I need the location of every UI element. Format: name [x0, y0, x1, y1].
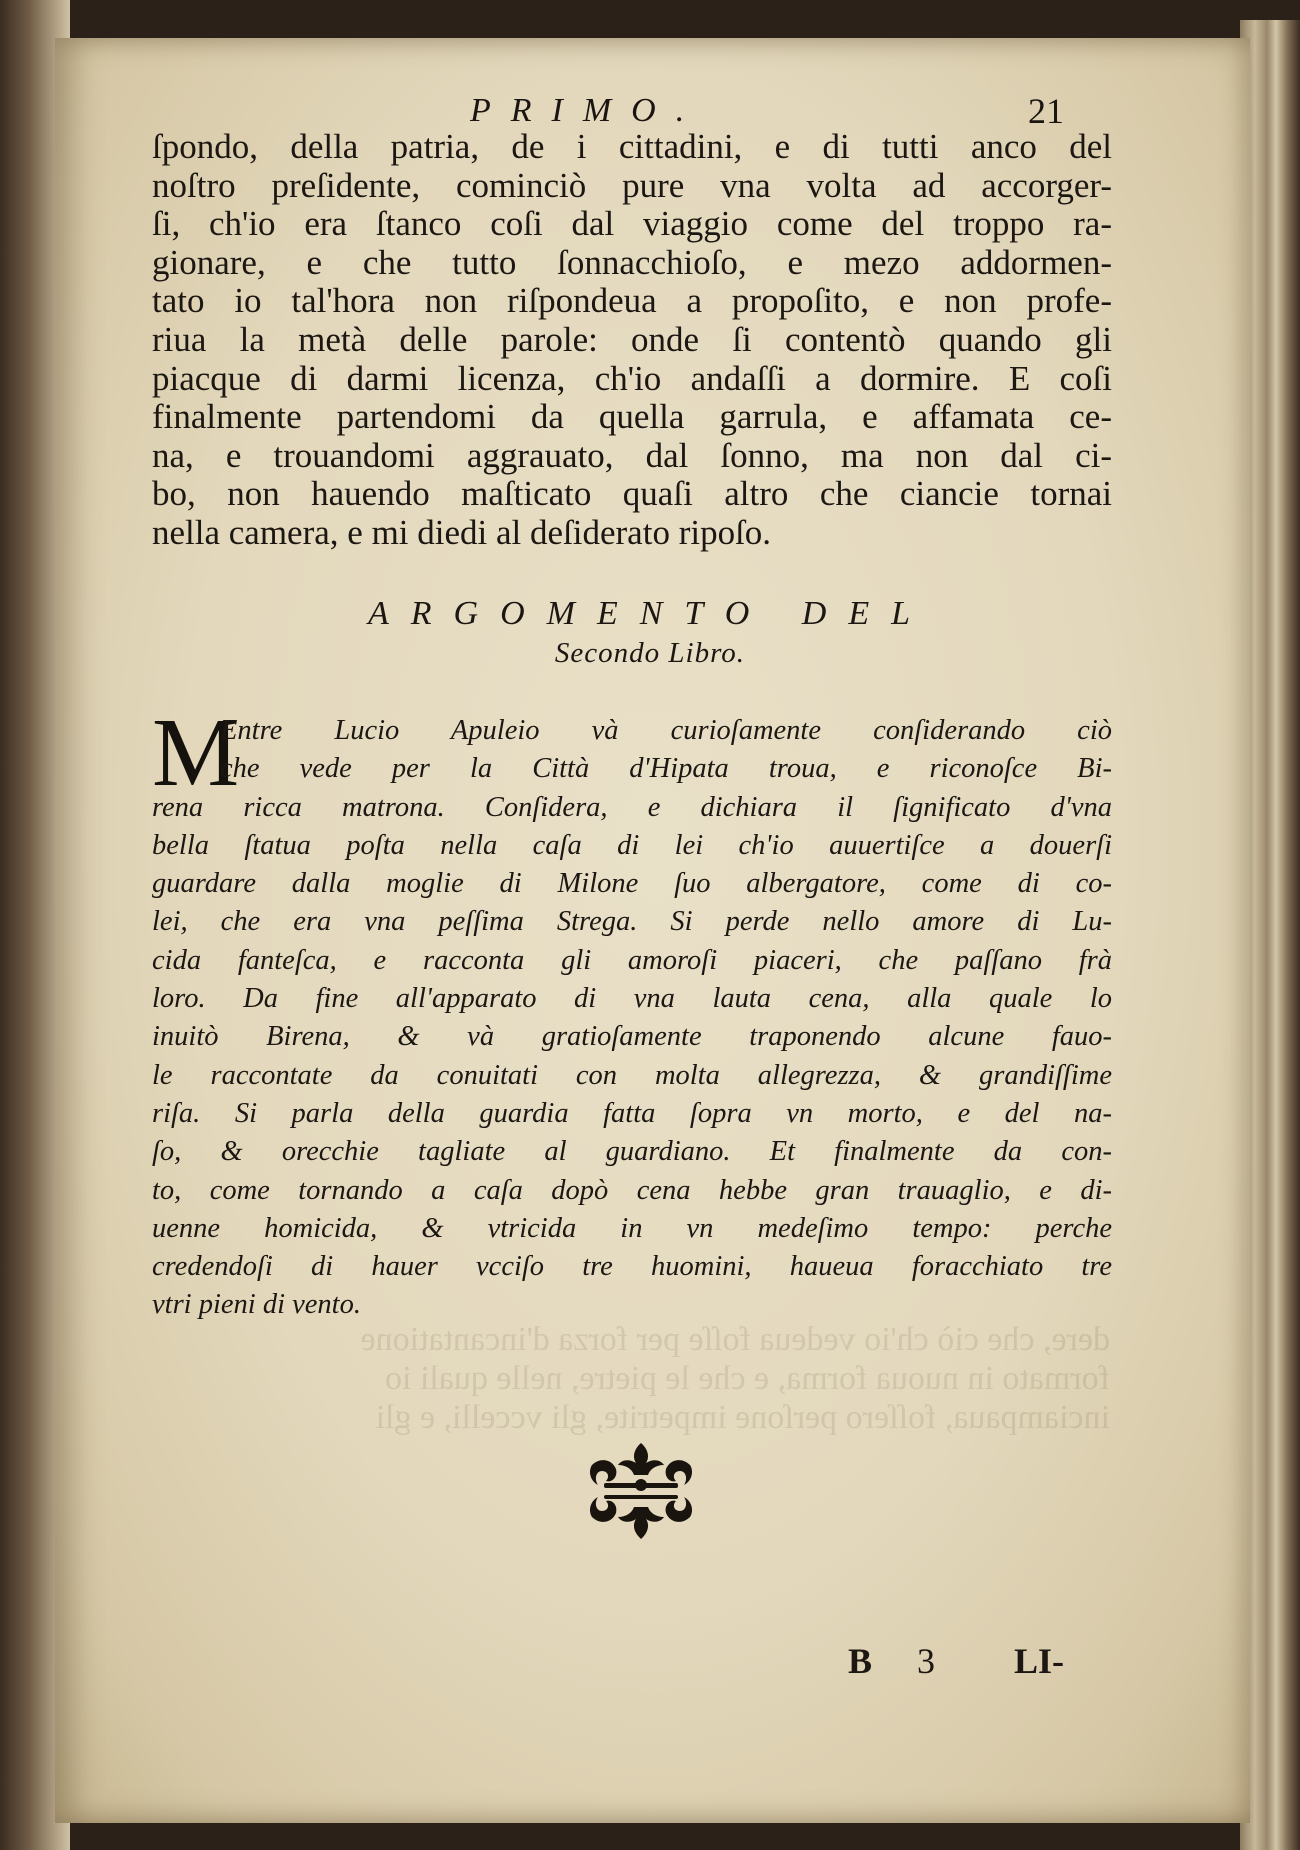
argument-line: loro. Da fine all'apparato di vna lauta cena, alla quale lo [152, 983, 1112, 1015]
argument-line: guardare dalla moglie di Milone ſuo albergatore, come di co- [152, 868, 1112, 900]
running-title: PRIMO. [470, 92, 705, 129]
text-line: piacque di darmi licenza, ch'io andaſſi a dormire. E coſi [152, 358, 1112, 398]
argument-line: riſa. Si parla della guardia fatta ſopra vn morto, e del na- [152, 1097, 1112, 1129]
text-line: nella camera, e mi diedi al deſiderato ripoſo. [152, 512, 772, 552]
text-line: noſtro preſidente, cominciò pure vna volta ad accorger- [152, 165, 1112, 205]
text-line: gionare, e che tutto ſonnacchioſo, e mezo addormen- [152, 242, 1112, 282]
signature-number: 3 [917, 1641, 936, 1681]
text-line: tato io tal'hora non riſpondeua a propoſito, e non profe- [152, 281, 1112, 321]
argument-heading: ARGOMENTO DEL [368, 595, 932, 632]
text-line: ſi, ch'io era ſtanco coſi dal viaggio come del troppo ra- [152, 204, 1112, 244]
argument-line: rena ricca matrona. Conſidera, e dichiara il ſignificato d'vna [152, 791, 1112, 823]
argument-line: Entre Lucio Apuleio và curioſamente conſiderando ciò [220, 715, 1112, 746]
fleuron-ornament-icon [582, 1435, 700, 1547]
signature-mark: B [848, 1641, 873, 1681]
argument-line: che vede per la Città d'Hipata troua, e riconoſce Bi- [220, 753, 1112, 785]
text-line: riua la metà delle parole: onde ſi contentò quando gli [152, 319, 1112, 359]
argument-line: vtri pieni di vento. [152, 1289, 361, 1321]
page-number: 21 [1028, 91, 1064, 131]
argument-line: to, come tornando a caſa dopò cena hebbe gran trauaglio, e di- [152, 1174, 1112, 1206]
signature-line [848, 1640, 1128, 1682]
argument-line: lei, che era vna peſſima Strega. Si perde nello amore di Lu- [152, 906, 1112, 938]
argument-line: bella ſtatua poſta nella caſa di lei ch'io auuertiſce a douerſi [152, 829, 1112, 861]
argument-line: uenne homicida, & vtricida in vn medeſimo tempo: perche [152, 1212, 1112, 1244]
argument-line: ſo, & orecchie tagliate al guardiano. Et finalmente da con- [152, 1136, 1112, 1168]
argument-line: credendoſi di hauer vcciſo tre huomini, haueua foracchiato tre [152, 1251, 1112, 1283]
text-line: finalmente partendomi da quella garrula, e affamata ce- [152, 397, 1112, 437]
argument-text-block [152, 699, 1112, 1325]
drop-cap: M [152, 699, 240, 807]
argument-subheading: Secondo Libro. [554, 637, 746, 669]
argument-line: le raccontate da conuitati con molta allegrezza, & grandiſſime [152, 1059, 1112, 1091]
text-line: ſpondo, della patria, de i cittadini, e di tutti anco del [152, 127, 1112, 166]
main-text-block [152, 128, 1112, 553]
text-line: bo, non hauendo maſticato quaſi altro che ciancie tornai [152, 474, 1112, 514]
argument-line: cida fanteſca, e racconta gli amoroſi piaceri, che paſſano frà [152, 944, 1112, 976]
text-line: na, e trouandomi aggrauato, dal ſonno, ma non dal ci- [152, 435, 1112, 475]
verso-show-through: dere, che ciò ch'io vedeua foſſe per forza d'incantatione formato in nuoua forma, e che le pietre, nelle quali io inciampaua, foſſero perſone impetrite, gli vccelli, e gli [360, 1321, 1110, 1436]
argument-line: inuitò Birena, & và gratioſamente traponendo alcune fauo- [152, 1021, 1112, 1053]
catchword: LI- [1014, 1641, 1065, 1681]
